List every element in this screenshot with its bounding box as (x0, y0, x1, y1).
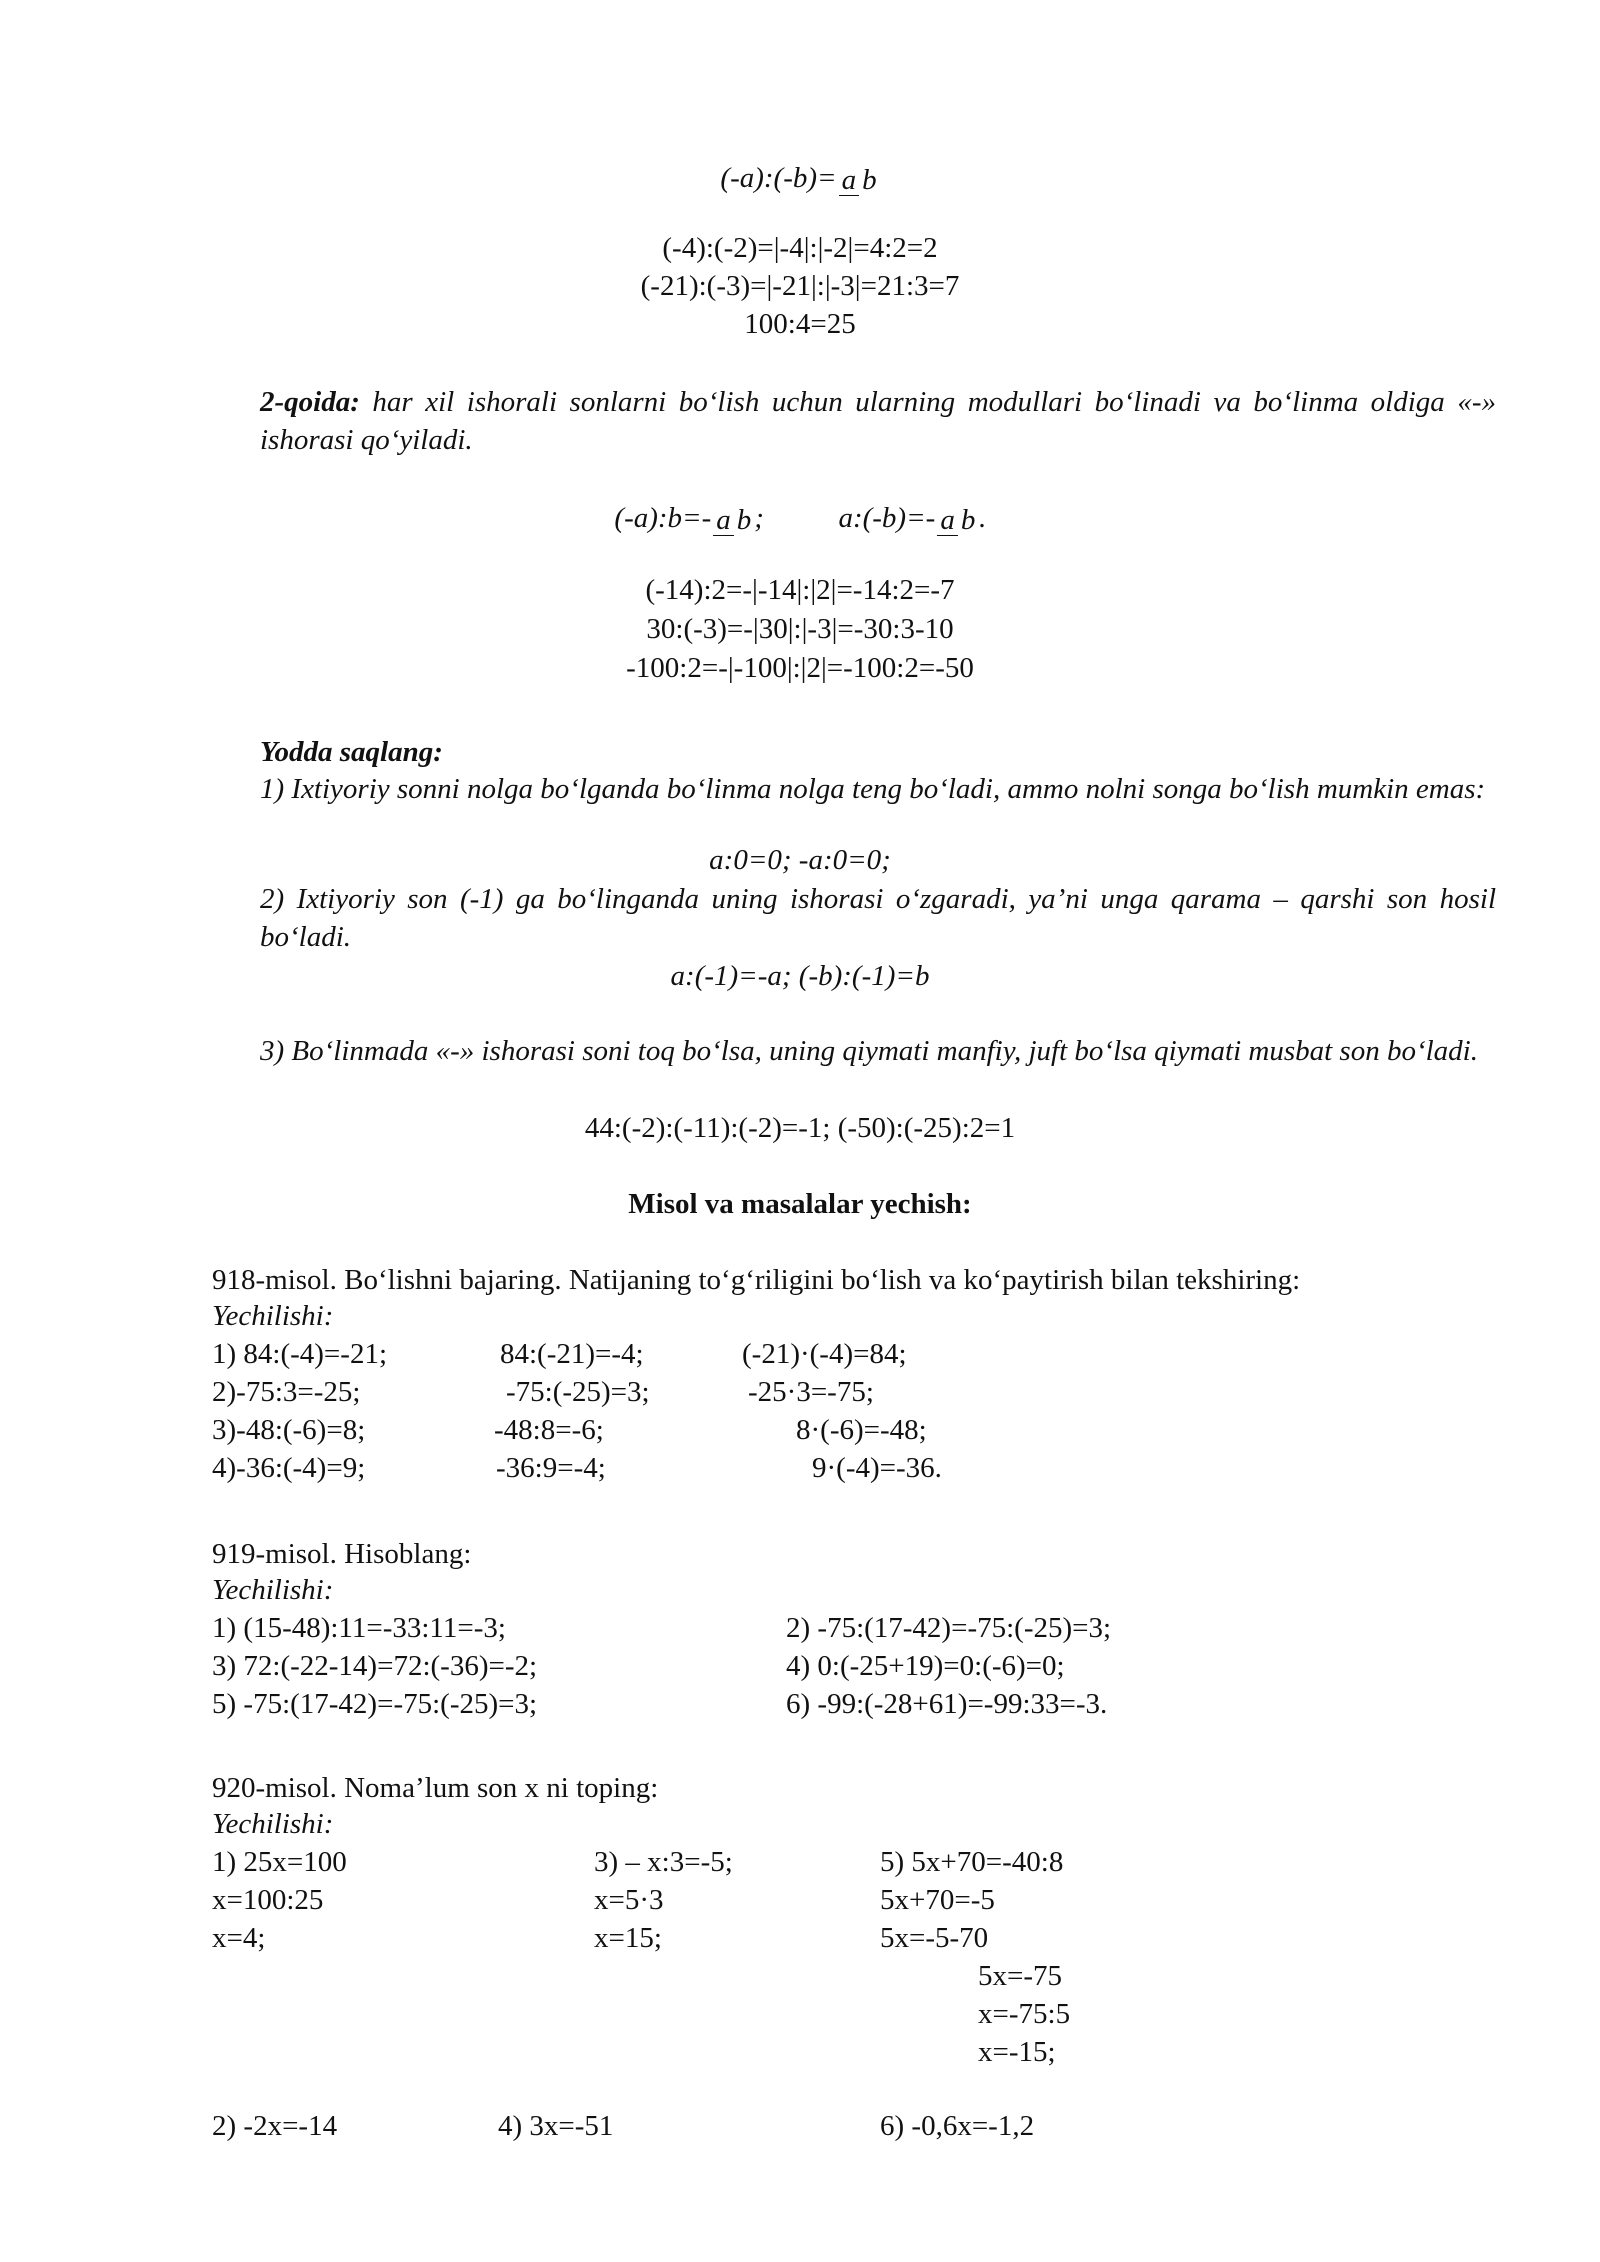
ex920-bottom-item: 6) -0,6x=-1,2 (880, 2110, 1035, 2142)
ex919-item-1: 1) (15-48):11=-33:11=-3; (212, 1612, 506, 1644)
example-line: 30:(-3)=-|30|:|-3|=-30:3-10 (646, 613, 954, 645)
ex920-col3-continued: x=-75:5 (978, 1998, 1071, 2030)
example-line: (-4):(-2)=|-4|:|-2|=4:2=2 (662, 232, 938, 264)
remember-item-1: 1) Ixtiyoriy sonni nolga bo‘lganda bo‘linma nolga teng bo‘ladi, ammo nolni songa bo‘lish mumkin emas: (260, 773, 1486, 805)
ex920-col2-line: x=15; (594, 1922, 662, 1954)
formula-1-end: ; (754, 502, 764, 534)
remember-title: Yodda saqlang: (260, 736, 443, 768)
ex919-item-2: 2) -75:(17-42)=-75:(-25)=3; (786, 1612, 1112, 1644)
ex918-row-1-b: 84:(-21)=-4; (500, 1338, 644, 1370)
exercise-918-solution-label: Yechilishi: (212, 1300, 334, 1332)
exercise-920-title: 920-misol. Noma’lum son x ni toping: (212, 1772, 659, 1804)
ex920-col2-line: x=5·3 (594, 1884, 664, 1916)
ex918-row-3-b: -48:8=-6; (494, 1414, 604, 1446)
fraction-numerator: a (937, 505, 958, 536)
formula-1-left: (-a):b=- (614, 502, 712, 534)
fraction-numerator: a (839, 165, 860, 196)
ex918-row-1-a: 1) 84:(-4)=-21; (212, 1338, 388, 1370)
ex918-row-2-a: 2)-75:3=-25; (212, 1376, 361, 1408)
example-line: (-14):2=-|-14|:|2|=-14:2=-7 (645, 574, 955, 606)
fraction-denominator: b (736, 503, 752, 536)
section-heading: Misol va masalalar yechish: (628, 1188, 972, 1220)
ex918-row-3-a: 3)-48:(-6)=8; (212, 1414, 366, 1446)
exercise-919-title: 919-misol. Hisoblang: (212, 1538, 472, 1570)
remember-item-2-formula: a:(-1)=-a; (-b):(-1)=b (670, 960, 930, 992)
exercise-918-title: 918-misol. Bo‘lishni bajaring. Natijaning to‘g‘riligini bo‘lish va ko‘paytirish bilan tekshiring: (212, 1264, 1301, 1296)
ex918-row-4-a: 4)-36:(-4)=9; (212, 1452, 366, 1484)
ex918-row-4-c: 9·(-4)=-36. (812, 1452, 942, 1484)
ex918-row-4-b: -36:9=-4; (496, 1452, 606, 1484)
ex920-bottom-item: 2) -2x=-14 (212, 2110, 338, 2142)
ex920-bottom-item: 4) 3x=-51 (498, 2110, 614, 2142)
ex920-col1-line: 1) 25x=100 (212, 1846, 347, 1878)
ex919-item-3: 3) 72:(-22-14)=72:(-36)=-2; (212, 1650, 538, 1682)
ex918-row-2-c: -25·3=-75; (748, 1376, 874, 1408)
ex920-col3-line: 5) 5x+70=-40:8 (880, 1846, 1064, 1878)
rule-2-paragraph (260, 383, 1496, 459)
fraction-denominator: b (960, 503, 976, 536)
ex918-row-2-b: -75:(-25)=3; (506, 1376, 650, 1408)
ex920-col3-continued: x=-15; (978, 2036, 1056, 2068)
formula-diff-sign (0, 500, 1600, 536)
rule-2-label: 2-qoida: (260, 386, 360, 418)
formula-2-left: a:(-b)=- (838, 502, 936, 534)
remember-item-2: 2) Ixtiyoriy son (-1) ga bo‘linganda uning ishorasi o‘zgaradi, ya’ni unga qarama – qarshi son hosil bo‘ladi. (260, 883, 1496, 953)
fraction (839, 165, 880, 196)
remember-item-3: 3) Bo‘linmada «-» ishorasi soni toq bo‘lsa, uning qiymati manfiy, juft bo‘lsa qiymati musbat son bo‘ladi. (260, 1035, 1478, 1067)
example-line: 100:4=25 (744, 308, 856, 340)
remember-item-1-formula: a:0=0; -a:0=0; (709, 844, 891, 876)
ex918-row-1-c: (-21)·(-4)=84; (742, 1338, 907, 1370)
ex920-col2-line: 3) – x:3=-5; (594, 1846, 733, 1878)
ex920-col1-line: x=100:25 (212, 1884, 324, 1916)
ex919-item-6: 6) -99:(-28+61)=-99:33=-3. (786, 1688, 1108, 1720)
ex919-item-4: 4) 0:(-25+19)=0:(-6)=0; (786, 1650, 1065, 1682)
ex920-col1-line: x=4; (212, 1922, 266, 1954)
fraction (713, 505, 754, 536)
rule-2-text: har xil ishorali sonlarni bo‘lish uchun ularning modullari bo‘linadi va bo‘linma oldiga «-» ishorasi qo‘yiladi. (260, 386, 1496, 456)
exercise-920-solution-label: Yechilishi: (212, 1808, 334, 1840)
fraction-denominator: b (862, 163, 877, 196)
ex918-row-3-c: 8·(-6)=-48; (796, 1414, 927, 1446)
fraction-numerator: a (713, 505, 734, 536)
formula-left: (-a):(-b)= (720, 162, 837, 194)
ex920-col3-line: 5x+70=-5 (880, 1884, 995, 1916)
exercise-919-solution-label: Yechilishi: (212, 1574, 334, 1606)
remember-item-3-formula: 44:(-2):(-11):(-2)=-1; (-50):(-25):2=1 (584, 1112, 1016, 1144)
ex920-col3-line: 5x=-5-70 (880, 1922, 989, 1954)
ex919-item-5: 5) -75:(17-42)=-75:(-25)=3; (212, 1688, 538, 1720)
ex920-col3-continued: 5x=-75 (978, 1960, 1063, 1992)
example-line: (-21):(-3)=|-21|:|-3|=21:3=7 (640, 270, 960, 302)
fraction (937, 505, 978, 536)
formula-same-sign (0, 160, 1600, 196)
formula-2-end: . (978, 502, 986, 534)
example-line: -100:2=-|-100|:|2|=-100:2=-50 (626, 652, 974, 684)
